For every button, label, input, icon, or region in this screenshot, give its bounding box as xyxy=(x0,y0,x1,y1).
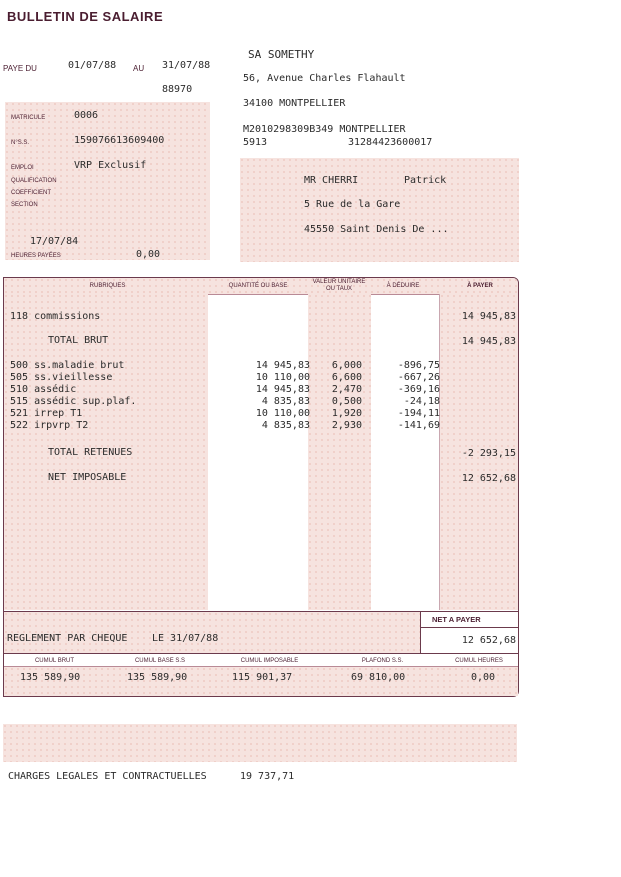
employer-name: SA SOMETHY xyxy=(248,48,315,61)
deduction-label: 505 ss.vieillesse xyxy=(10,372,113,383)
deduction-amount: -896,75 xyxy=(397,360,440,371)
nss-label: N°S.S. xyxy=(11,140,30,146)
coefficient-label: COEFFICIENT xyxy=(11,190,51,196)
cumul-base-ss-label: CUMUL BASE S.S xyxy=(134,658,186,664)
charges-label: CHARGES LEGALES ET CONTRACTUELLES xyxy=(8,771,207,782)
deduction-taux: 1,920 xyxy=(331,408,362,419)
matricule-value: 0006 xyxy=(74,110,99,121)
employer-address2: 34100 MONTPELLIER xyxy=(243,98,346,109)
emploi-label: EMPLOI xyxy=(11,165,34,171)
page-title: BULLETIN DE SALAIRE xyxy=(7,9,164,24)
deduction-amount: -369,16 xyxy=(397,384,440,395)
recipient-name: MR CHERRI xyxy=(304,175,359,186)
charges-value: 19 737,71 xyxy=(240,771,295,782)
total-brut-value: 14 945,83 xyxy=(461,336,516,347)
nss-value: 159076613609400 xyxy=(74,135,165,146)
employer-address1: 56, Avenue Charles Flahault xyxy=(243,73,406,84)
deduction-amount: -24,18 xyxy=(403,396,440,407)
gain-row-payer: 14 945,83 xyxy=(461,311,516,322)
plafond-ss-label: PLAFOND S.S. xyxy=(361,658,404,664)
deduction-base: 4 835,83 xyxy=(261,420,310,431)
deduction-label: 521 irrep T1 xyxy=(10,408,83,419)
emploi-value: VRP Exclusif xyxy=(74,160,147,171)
recipient-firstname: Patrick xyxy=(404,175,447,186)
header-rubriques: RUBRIQUES xyxy=(89,283,126,289)
cumul-base-ss-value: 135 589,90 xyxy=(127,672,188,683)
header-deduire: À DÉDUIRE xyxy=(386,283,420,289)
net-imposable-label: NET IMPOSABLE xyxy=(48,472,127,483)
deduction-label: 515 assédic sup.plaf. xyxy=(10,396,137,407)
net-imposable-value: 12 652,68 xyxy=(461,473,516,484)
section-label: SECTION xyxy=(11,202,38,208)
cumul-heures-label: CUMUL HEURES xyxy=(455,658,503,664)
footer-strip xyxy=(3,724,517,762)
total-brut-label: TOTAL BRUT xyxy=(48,335,109,346)
employer-siret: M2010298309B349 MONTPELLIER xyxy=(243,124,406,135)
total-retenues-label: TOTAL RETENUES xyxy=(48,447,133,458)
deduction-base: 4 835,83 xyxy=(261,396,310,407)
period-from: 01/07/88 xyxy=(68,60,117,71)
period-to: 31/07/88 xyxy=(162,60,211,71)
deduction-label: 500 ss.maladie brut xyxy=(10,360,125,371)
qualification-label: QUALIFICATION xyxy=(11,178,57,184)
date-entree: 17/07/84 xyxy=(30,236,79,247)
header-payer: À PAYER xyxy=(467,283,493,289)
recipient-panel xyxy=(240,158,519,262)
deduction-base: 10 110,00 xyxy=(255,372,310,383)
heures-label: HEURES PAYÉES xyxy=(11,253,61,259)
deduction-taux: 2,930 xyxy=(331,420,362,431)
deduction-amount: -667,26 xyxy=(397,372,440,383)
header-quantite: QUANTITÉ OU BASE xyxy=(228,283,288,289)
plafond-ss-value: 69 810,00 xyxy=(351,672,406,683)
net-a-payer-value: 12 652,68 xyxy=(461,635,516,646)
recipient-address1: 5 Rue de la Gare xyxy=(304,199,401,210)
deduction-base: 14 945,83 xyxy=(255,360,310,371)
deduction-amount: -194,11 xyxy=(397,408,440,419)
deduction-taux: 0,500 xyxy=(331,396,362,407)
cumul-heures-value: 0,00 xyxy=(471,672,496,683)
employer-urssaf: 31284423600017 xyxy=(348,137,433,148)
heures-value: 0,00 xyxy=(136,249,161,260)
cumul-imposable-value: 115 901,37 xyxy=(232,672,293,683)
period-to-label: AU xyxy=(133,64,145,73)
deduction-taux: 2,470 xyxy=(331,384,362,395)
cumul-brut-value: 135 589,90 xyxy=(20,672,81,683)
deduction-taux: 6,000 xyxy=(331,360,362,371)
reglement-label: REGLEMENT PAR CHEQUE xyxy=(7,633,128,644)
recipient-address2: 45550 Saint Denis De ... xyxy=(304,224,449,235)
period-from-label: PAYE DU xyxy=(3,64,37,73)
net-a-payer-label: NET A PAYER xyxy=(432,615,481,624)
period-ref: 88970 xyxy=(162,84,193,95)
deduction-base: 14 945,83 xyxy=(255,384,310,395)
col-taux-bg xyxy=(308,294,371,610)
deduction-base: 10 110,00 xyxy=(255,408,310,419)
employer-code: 5913 xyxy=(243,137,268,148)
deduction-label: 522 irpvrp T2 xyxy=(10,420,89,431)
deduction-label: 510 assédic xyxy=(10,384,77,395)
gain-row-label: 118 commissions xyxy=(10,311,101,322)
deduction-amount: -141,69 xyxy=(397,420,440,431)
total-retenues-value: -2 293,15 xyxy=(461,448,516,459)
cumul-brut-label: CUMUL BRUT xyxy=(34,658,75,664)
cumul-imposable-label: CUMUL IMPOSABLE xyxy=(240,658,299,664)
header-taux: VALEUR UNITAIRE OU TAUX xyxy=(312,279,366,292)
reglement-date: LE 31/07/88 xyxy=(152,633,219,644)
matricule-label: MATRICULE xyxy=(11,115,46,121)
net-a-payer-divider xyxy=(421,627,518,628)
deduction-taux: 6,600 xyxy=(331,372,362,383)
